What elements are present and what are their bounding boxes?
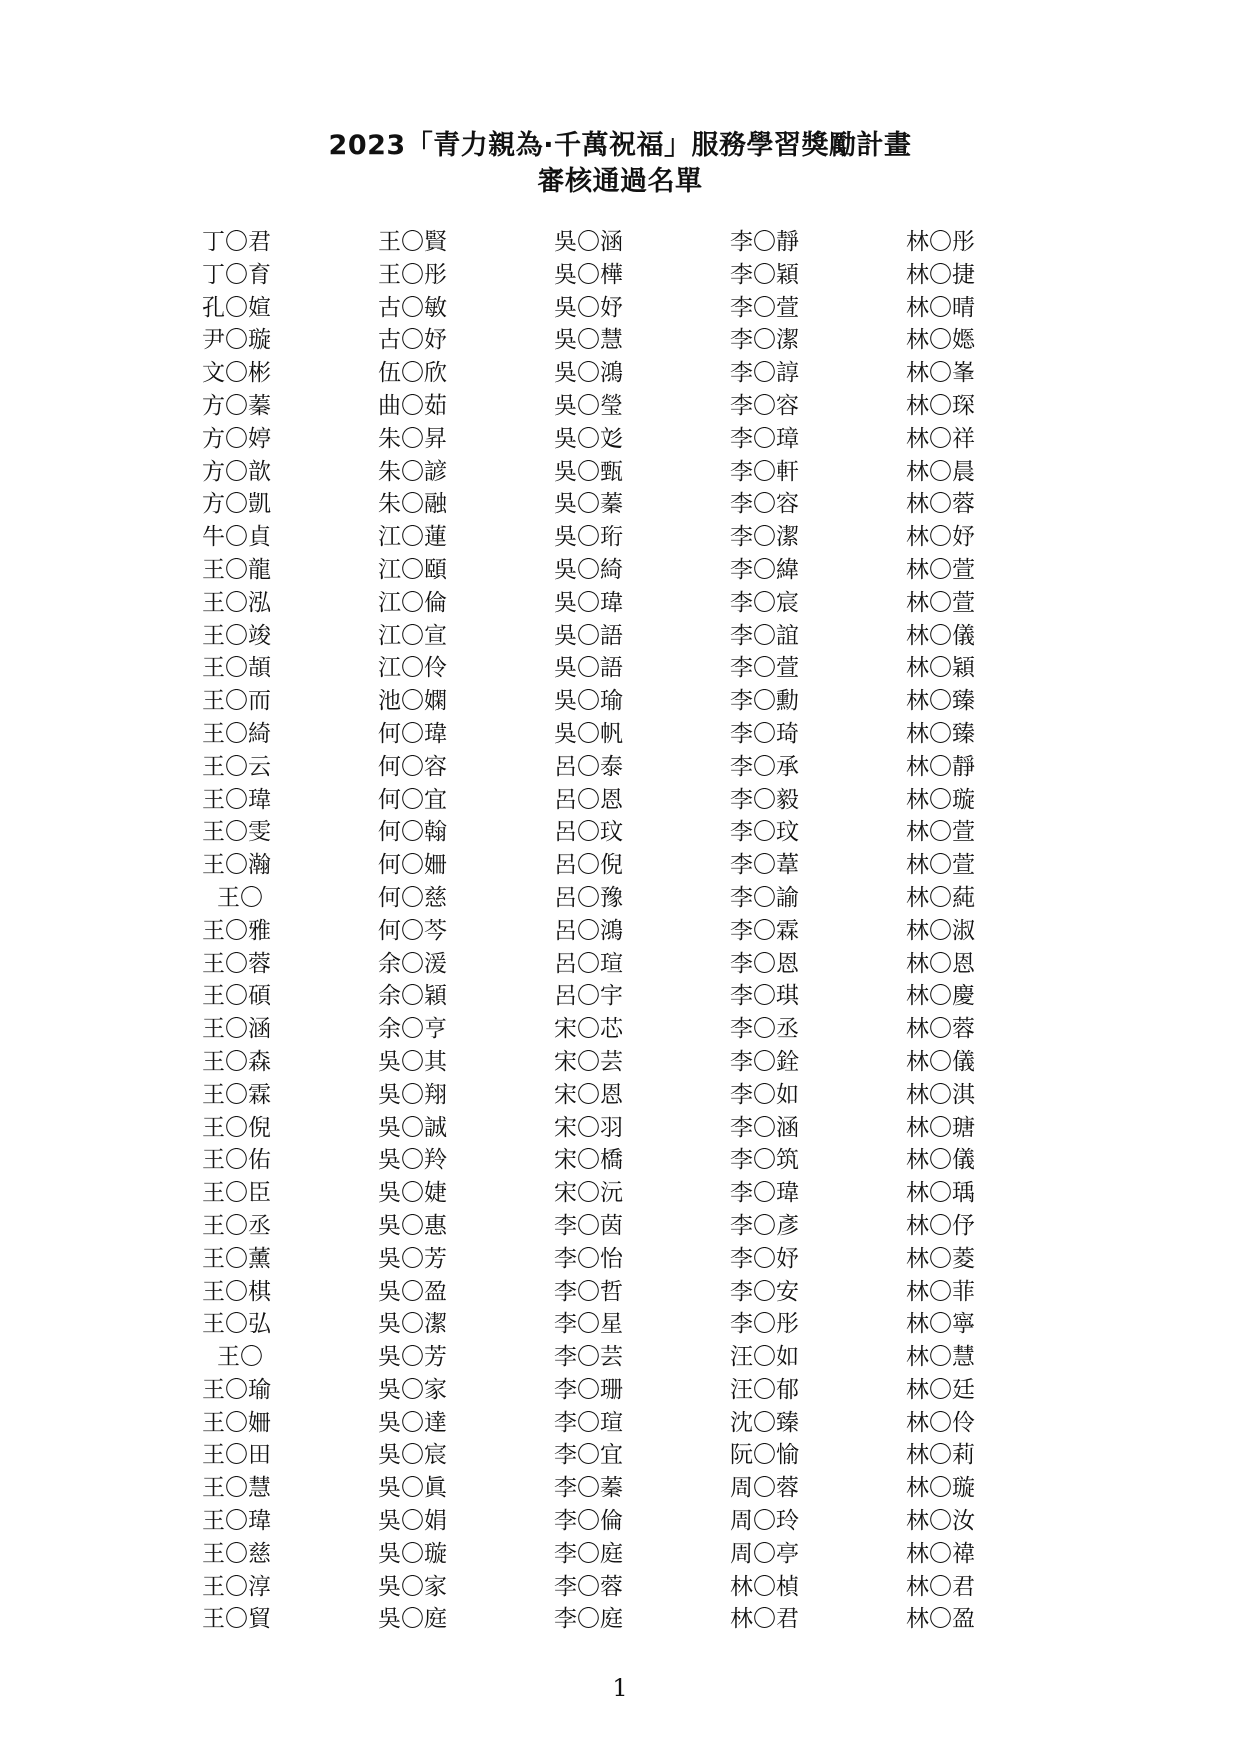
name-entry: 曲〇茹 — [378, 392, 447, 419]
name-entry: 李〇潔 — [730, 327, 799, 354]
name-entry: 王〇綺 — [202, 720, 271, 747]
name-entry: 李〇琪 — [730, 983, 799, 1010]
name-entry: 林〇璇 — [906, 1475, 975, 1502]
name-entry: 宋〇芯 — [554, 1016, 623, 1043]
name-entry: 王〇瑋 — [202, 786, 271, 813]
name-entry: 王〇雅 — [202, 917, 271, 944]
name-entry: 王〇慧 — [202, 1475, 271, 1502]
name-entry: 林〇捷 — [906, 261, 975, 288]
name-entry: 何〇芩 — [378, 917, 447, 944]
name-entry: 吳〇娟 — [378, 1508, 447, 1535]
name-entry: 李〇潔 — [730, 524, 799, 551]
name-entry: 李〇妤 — [730, 1245, 799, 1272]
name-entry: 林〇伶 — [906, 1409, 975, 1436]
name-entry: 吳〇家 — [378, 1376, 447, 1403]
name-entry: 伍〇欣 — [378, 360, 447, 387]
name-entry: 文〇彬 — [202, 360, 271, 387]
name-entry: 古〇敏 — [378, 294, 447, 321]
name-entry: 王〇棋 — [202, 1278, 271, 1305]
name-entry: 王〇霖 — [202, 1081, 271, 1108]
name-entry: 林〇莉 — [906, 1442, 975, 1469]
name-entry: 方〇蓁 — [202, 392, 271, 419]
name-entry: 王〇泓 — [202, 589, 271, 616]
name-entry: 方〇婷 — [202, 425, 271, 452]
name-entry: 林〇璇 — [906, 786, 975, 813]
name-entry: 周〇蓉 — [730, 1475, 799, 1502]
name-entry: 吳〇瑋 — [554, 589, 623, 616]
name-entry: 余〇穎 — [378, 983, 447, 1010]
name-entry: 李〇芸 — [554, 1344, 623, 1371]
name-entry: 李〇宜 — [554, 1442, 623, 1469]
name-entry: 林〇臻 — [906, 688, 975, 715]
name-entry: 林〇盈 — [906, 1606, 975, 1633]
name-entry: 呂〇倪 — [554, 852, 623, 879]
name-entry: 李〇蓁 — [554, 1475, 623, 1502]
name-entry: 王〇頡 — [202, 655, 271, 682]
name-entry: 吳〇甄 — [554, 458, 623, 485]
name-entry: 李〇蓉 — [554, 1573, 623, 1600]
title-line-2: 審核通過名單 — [537, 166, 703, 197]
name-entry: 李〇倫 — [554, 1508, 623, 1535]
name-column-4 — [730, 226, 906, 1636]
name-entry: 王〇彤 — [378, 261, 447, 288]
name-entry: 王〇森 — [202, 1048, 271, 1075]
name-entry: 方〇凱 — [202, 491, 271, 518]
name-entry: 呂〇泰 — [554, 753, 623, 780]
name-entry: 李〇霖 — [730, 917, 799, 944]
name-entry: 宋〇橋 — [554, 1147, 623, 1174]
name-entry: 呂〇恩 — [554, 786, 623, 813]
name-entry: 吳〇綺 — [554, 556, 623, 583]
name-entry: 林〇晴 — [906, 294, 975, 321]
name-entry: 丁〇育 — [202, 261, 271, 288]
name-entry: 林〇淑 — [906, 917, 975, 944]
name-entry: 林〇禕 — [906, 1540, 975, 1567]
name-entry: 李〇庭 — [554, 1606, 623, 1633]
name-entry: 林〇伃 — [906, 1212, 975, 1239]
name-entry: 林〇楨 — [730, 1573, 799, 1600]
name-entry: 林〇萱 — [906, 589, 975, 616]
name-entry: 林〇廷 — [906, 1376, 975, 1403]
approved-names-list — [202, 226, 1082, 1636]
name-entry: 余〇湲 — [378, 950, 447, 977]
name-entry: 呂〇玟 — [554, 819, 623, 846]
name-entry: 林〇蓉 — [906, 1016, 975, 1043]
name-entry: 李〇誼 — [730, 622, 799, 649]
name-entry: 李〇茵 — [554, 1212, 623, 1239]
title-line-1: 2023「青力親為·千萬祝福」服務學習獎勵計畫 — [328, 130, 912, 161]
name-entry: 李〇彥 — [730, 1212, 799, 1239]
name-entry: 李〇緯 — [730, 556, 799, 583]
name-entry: 王〇慈 — [202, 1540, 271, 1567]
name-entry: 林〇峯 — [906, 360, 975, 387]
name-entry: 李〇瑋 — [730, 1180, 799, 1207]
name-entry: 林〇恩 — [906, 950, 975, 977]
name-entry: 李〇彤 — [730, 1311, 799, 1338]
name-entry: 吳〇眞 — [378, 1475, 447, 1502]
name-entry: 吳〇妤 — [554, 294, 623, 321]
name-entry: 李〇容 — [730, 392, 799, 419]
name-entry: 吳〇盈 — [378, 1278, 447, 1305]
name-entry: 汪〇如 — [730, 1344, 799, 1371]
name-entry: 林〇萱 — [906, 819, 975, 846]
name-entry: 宋〇恩 — [554, 1081, 623, 1108]
name-entry: 吳〇蓁 — [554, 491, 623, 518]
name-entry: 呂〇鴻 — [554, 917, 623, 944]
name-entry: 吳〇涵 — [554, 229, 623, 255]
name-entry: 何〇容 — [378, 753, 447, 780]
name-entry: 王〇而 — [202, 688, 271, 715]
name-entry: 王〇田 — [202, 1442, 271, 1469]
name-entry: 江〇宣 — [378, 622, 447, 649]
name-entry: 江〇倫 — [378, 589, 447, 616]
name-entry: 方〇歆 — [202, 458, 271, 485]
name-entry: 王〇臣 — [202, 1180, 271, 1207]
name-entry: 王〇龍 — [202, 556, 271, 583]
name-entry: 李〇承 — [730, 753, 799, 780]
name-entry: 王〇雯 — [202, 819, 271, 846]
page-number: 1 — [612, 1674, 628, 1702]
name-entry: 王〇倪 — [202, 1114, 271, 1141]
name-entry: 呂〇瑄 — [554, 950, 623, 977]
name-entry: 吳〇婕 — [378, 1180, 447, 1207]
name-entry: 林〇淇 — [906, 1081, 975, 1108]
name-entry: 林〇瑭 — [906, 1114, 975, 1141]
name-entry: 林〇臻 — [906, 720, 975, 747]
name-entry: 吳〇潔 — [378, 1311, 447, 1338]
name-column-1 — [202, 226, 378, 1636]
name-entry: 林〇儀 — [906, 622, 975, 649]
name-entry: 李〇銓 — [730, 1048, 799, 1075]
name-entry: 林〇菲 — [906, 1278, 975, 1305]
name-entry: 王〇弘 — [202, 1311, 271, 1338]
name-entry: 林〇瑀 — [906, 1180, 975, 1207]
name-entry: 吳〇樺 — [554, 261, 623, 288]
name-entry: 林〇寧 — [906, 1311, 975, 1338]
name-entry: 李〇瑄 — [554, 1409, 623, 1436]
name-entry: 林〇彤 — [906, 229, 975, 255]
name-entry: 何〇翰 — [378, 819, 447, 846]
name-entry: 吳〇瑜 — [554, 688, 623, 715]
name-entry: 王〇碩 — [202, 983, 271, 1010]
name-entry: 林〇汝 — [906, 1508, 975, 1535]
name-entry: 李〇安 — [730, 1278, 799, 1305]
name-entry: 何〇姍 — [378, 852, 447, 879]
name-entry: 何〇宜 — [378, 786, 447, 813]
name-entry: 吳〇翔 — [378, 1081, 447, 1108]
name-entry: 王〇蓉 — [202, 950, 271, 977]
name-entry: 李〇庭 — [554, 1540, 623, 1567]
name-entry: 李〇怡 — [554, 1245, 623, 1272]
name-entry: 林〇萱 — [906, 556, 975, 583]
name-entry: 吳〇珩 — [554, 524, 623, 551]
name-entry: 古〇妤 — [378, 327, 447, 354]
name-entry: 汪〇郁 — [730, 1376, 799, 1403]
name-entry: 吳〇語 — [554, 622, 623, 649]
name-entry: 尹〇璇 — [202, 327, 271, 354]
name-entry: 李〇璋 — [730, 425, 799, 452]
name-entry: 吳〇芳 — [378, 1245, 447, 1272]
name-entry: 吳〇惠 — [378, 1212, 447, 1239]
name-entry: 吳〇庭 — [378, 1606, 447, 1633]
name-entry: 李〇如 — [730, 1081, 799, 1108]
name-entry: 王〇 — [217, 884, 263, 911]
name-entry: 林〇穎 — [906, 655, 975, 682]
name-entry: 朱〇諺 — [378, 458, 447, 485]
name-entry: 王〇賢 — [378, 229, 447, 255]
name-entry: 沈〇臻 — [730, 1409, 799, 1436]
name-entry: 李〇丞 — [730, 1016, 799, 1043]
name-entry: 李〇諭 — [730, 884, 799, 911]
name-entry: 吳〇芳 — [378, 1344, 447, 1371]
name-entry: 牛〇貞 — [202, 524, 271, 551]
name-entry: 王〇姍 — [202, 1409, 271, 1436]
name-entry: 林〇琛 — [906, 392, 975, 419]
name-entry: 李〇萱 — [730, 655, 799, 682]
name-entry: 李〇萱 — [730, 294, 799, 321]
name-entry: 李〇星 — [554, 1311, 623, 1338]
name-entry: 林〇菱 — [906, 1245, 975, 1272]
name-entry: 吳〇語 — [554, 655, 623, 682]
name-entry: 朱〇融 — [378, 491, 447, 518]
name-entry: 李〇哲 — [554, 1278, 623, 1305]
name-entry: 李〇容 — [730, 491, 799, 518]
name-entry: 王〇淳 — [202, 1573, 271, 1600]
name-entry: 王〇竣 — [202, 622, 271, 649]
name-entry: 何〇慈 — [378, 884, 447, 911]
name-entry: 李〇諄 — [730, 360, 799, 387]
name-entry: 宋〇芸 — [554, 1048, 623, 1075]
name-entry: 林〇慧 — [906, 1344, 975, 1371]
name-entry: 池〇嫻 — [378, 688, 447, 715]
name-column-3 — [554, 226, 730, 1636]
name-entry: 林〇君 — [906, 1573, 975, 1600]
name-entry: 吳〇鴻 — [554, 360, 623, 387]
name-entry: 吳〇誠 — [378, 1114, 447, 1141]
name-entry: 王〇薰 — [202, 1245, 271, 1272]
name-entry: 李〇涵 — [730, 1114, 799, 1141]
name-entry: 林〇晨 — [906, 458, 975, 485]
name-entry: 林〇萱 — [906, 852, 975, 879]
name-entry: 江〇伶 — [378, 655, 447, 682]
name-entry: 吳〇宸 — [378, 1442, 447, 1469]
name-entry: 吳〇彣 — [554, 425, 623, 452]
name-entry: 林〇靜 — [906, 753, 975, 780]
name-entry: 林〇君 — [730, 1606, 799, 1633]
name-entry: 李〇穎 — [730, 261, 799, 288]
name-entry: 李〇恩 — [730, 950, 799, 977]
name-entry: 江〇蓮 — [378, 524, 447, 551]
name-entry: 林〇蓉 — [906, 491, 975, 518]
name-entry: 吳〇帆 — [554, 720, 623, 747]
name-entry: 周〇亭 — [730, 1540, 799, 1567]
name-entry: 王〇瑋 — [202, 1508, 271, 1535]
name-entry: 宋〇羽 — [554, 1114, 623, 1141]
name-entry: 江〇頤 — [378, 556, 447, 583]
name-entry: 林〇儀 — [906, 1147, 975, 1174]
name-entry: 王〇丞 — [202, 1212, 271, 1239]
name-entry: 丁〇君 — [202, 229, 271, 255]
name-column-2 — [378, 226, 554, 1636]
name-entry: 何〇瑋 — [378, 720, 447, 747]
name-entry: 李〇玟 — [730, 819, 799, 846]
name-entry: 呂〇豫 — [554, 884, 623, 911]
name-entry: 王〇佑 — [202, 1147, 271, 1174]
name-entry: 吳〇達 — [378, 1409, 447, 1436]
name-entry: 吳〇羚 — [378, 1147, 447, 1174]
name-entry: 王〇瑜 — [202, 1376, 271, 1403]
name-entry: 李〇宸 — [730, 589, 799, 616]
name-entry: 王〇云 — [202, 753, 271, 780]
name-entry: 余〇亨 — [378, 1016, 447, 1043]
name-entry: 阮〇愉 — [730, 1442, 799, 1469]
name-entry: 林〇祥 — [906, 425, 975, 452]
name-entry: 李〇勳 — [730, 688, 799, 715]
name-entry: 林〇慶 — [906, 983, 975, 1010]
name-entry: 林〇妤 — [906, 524, 975, 551]
name-entry: 吳〇慧 — [554, 327, 623, 354]
name-entry: 林〇儀 — [906, 1048, 975, 1075]
name-entry: 孔〇媗 — [202, 294, 271, 321]
name-entry: 王〇涵 — [202, 1016, 271, 1043]
name-entry: 吳〇璇 — [378, 1540, 447, 1567]
name-entry: 吳〇其 — [378, 1048, 447, 1075]
name-entry: 林〇蒓 — [906, 884, 975, 911]
name-entry: 李〇毅 — [730, 786, 799, 813]
name-entry: 王〇貿 — [202, 1606, 271, 1633]
name-entry: 朱〇昇 — [378, 425, 447, 452]
name-entry: 李〇葦 — [730, 852, 799, 879]
name-entry: 王〇 — [217, 1344, 263, 1371]
name-entry: 李〇軒 — [730, 458, 799, 485]
name-entry: 周〇玲 — [730, 1508, 799, 1535]
name-entry: 李〇琦 — [730, 720, 799, 747]
name-entry: 王〇瀚 — [202, 852, 271, 879]
name-entry: 林〇嫕 — [906, 327, 975, 354]
document-title — [0, 128, 1240, 200]
name-entry: 李〇靜 — [730, 229, 799, 255]
name-column-5 — [906, 226, 1082, 1636]
name-entry: 吳〇瑩 — [554, 392, 623, 419]
name-entry: 吳〇家 — [378, 1573, 447, 1600]
name-entry: 李〇筑 — [730, 1147, 799, 1174]
name-entry: 呂〇宇 — [554, 983, 623, 1010]
name-entry: 宋〇沅 — [554, 1180, 623, 1207]
name-entry: 李〇珊 — [554, 1376, 623, 1403]
